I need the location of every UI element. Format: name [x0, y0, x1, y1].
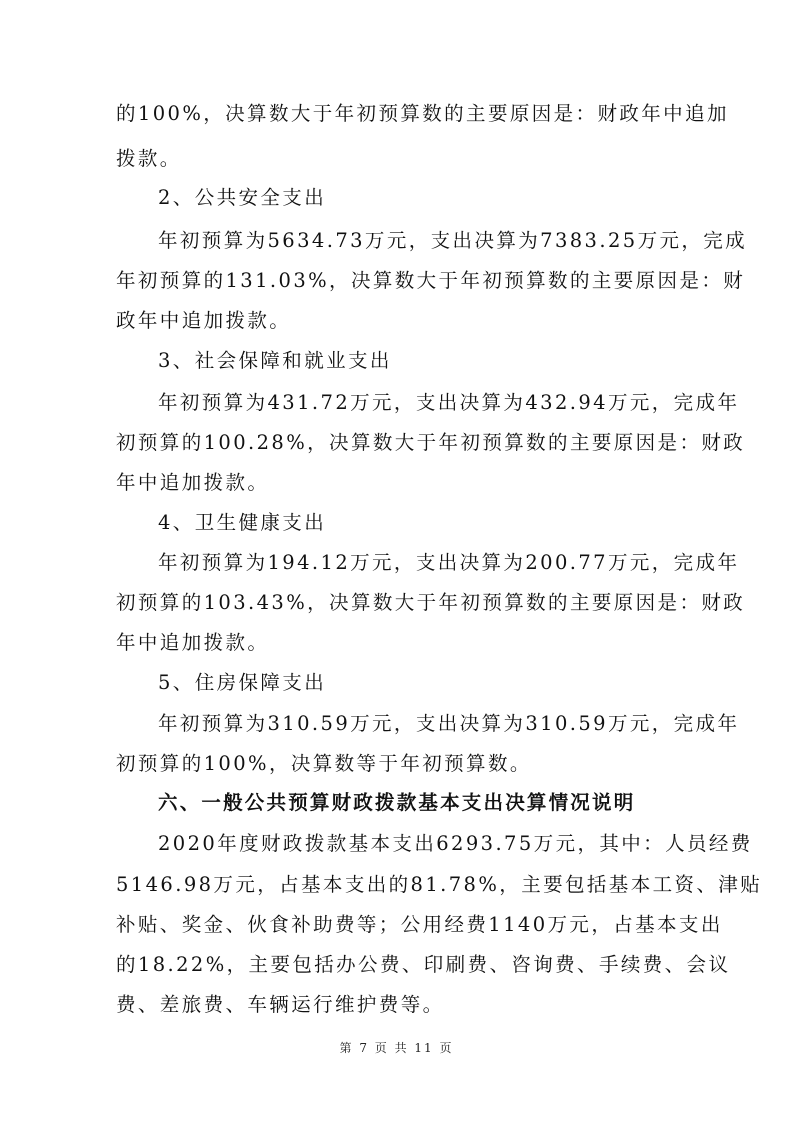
page-footer: 第 7 页 共 11 页 — [339, 1041, 454, 1055]
text-line: 拨款。 — [116, 147, 182, 170]
text-line: 的18.22%，主要包括办公费、印刷费、咨询费、手续费、会议 — [116, 953, 731, 976]
section-heading: 六、一般公共预算财政拨款基本支出决算情况说明 — [158, 791, 636, 814]
text-line: 政年中追加拨款。 — [116, 309, 292, 332]
text-line: 补贴、奖金、伙食补助费等；公用经费1140万元，占基本支出 — [116, 913, 723, 936]
text-line: 初预算的100.28%，决算数大于年初预算数的主要原因是：财政 — [116, 431, 746, 454]
text-line: 的100%，决算数大于年初预算数的主要原因是：财政年中追加 — [116, 102, 729, 125]
text-line: 年初预算为194.12万元，支出决算为200.77万元，完成年 — [158, 551, 740, 574]
text-line: 初预算的100%，决算数等于年初预算数。 — [116, 752, 532, 775]
section-subtitle: 3、社会保障和就业支出 — [158, 349, 392, 372]
text-line: 费、差旅费、车辆运行维护费等。 — [116, 993, 445, 1016]
text-line: 年中追加拨款。 — [116, 631, 270, 654]
text-line: 年中追加拨款。 — [116, 471, 270, 494]
text-line: 初预算的103.43%，决算数大于年初预算数的主要原因是：财政 — [116, 591, 746, 614]
text-line: 年初预算的131.03%，决算数大于年初预算数的主要原因是：财 — [116, 269, 746, 292]
text-line: 2020年度财政拨款基本支出6293.75万元，其中：人员经费 — [158, 832, 753, 855]
text-line: 年初预算为431.72万元，支出决算为432.94万元，完成年 — [158, 391, 740, 414]
text-line: 年初预算为5634.73万元，支出决算为7383.25万元，完成 — [158, 229, 748, 252]
section-subtitle: 2、公共安全支出 — [158, 186, 327, 209]
text-line: 年初预算为310.59万元，支出决算为310.59万元，完成年 — [158, 712, 740, 735]
text-line: 5146.98万元，占基本支出的81.78%，主要包括基本工资、津贴 — [116, 873, 763, 896]
section-subtitle: 5、住房保障支出 — [158, 671, 327, 694]
section-subtitle: 4、卫生健康支出 — [158, 511, 327, 534]
